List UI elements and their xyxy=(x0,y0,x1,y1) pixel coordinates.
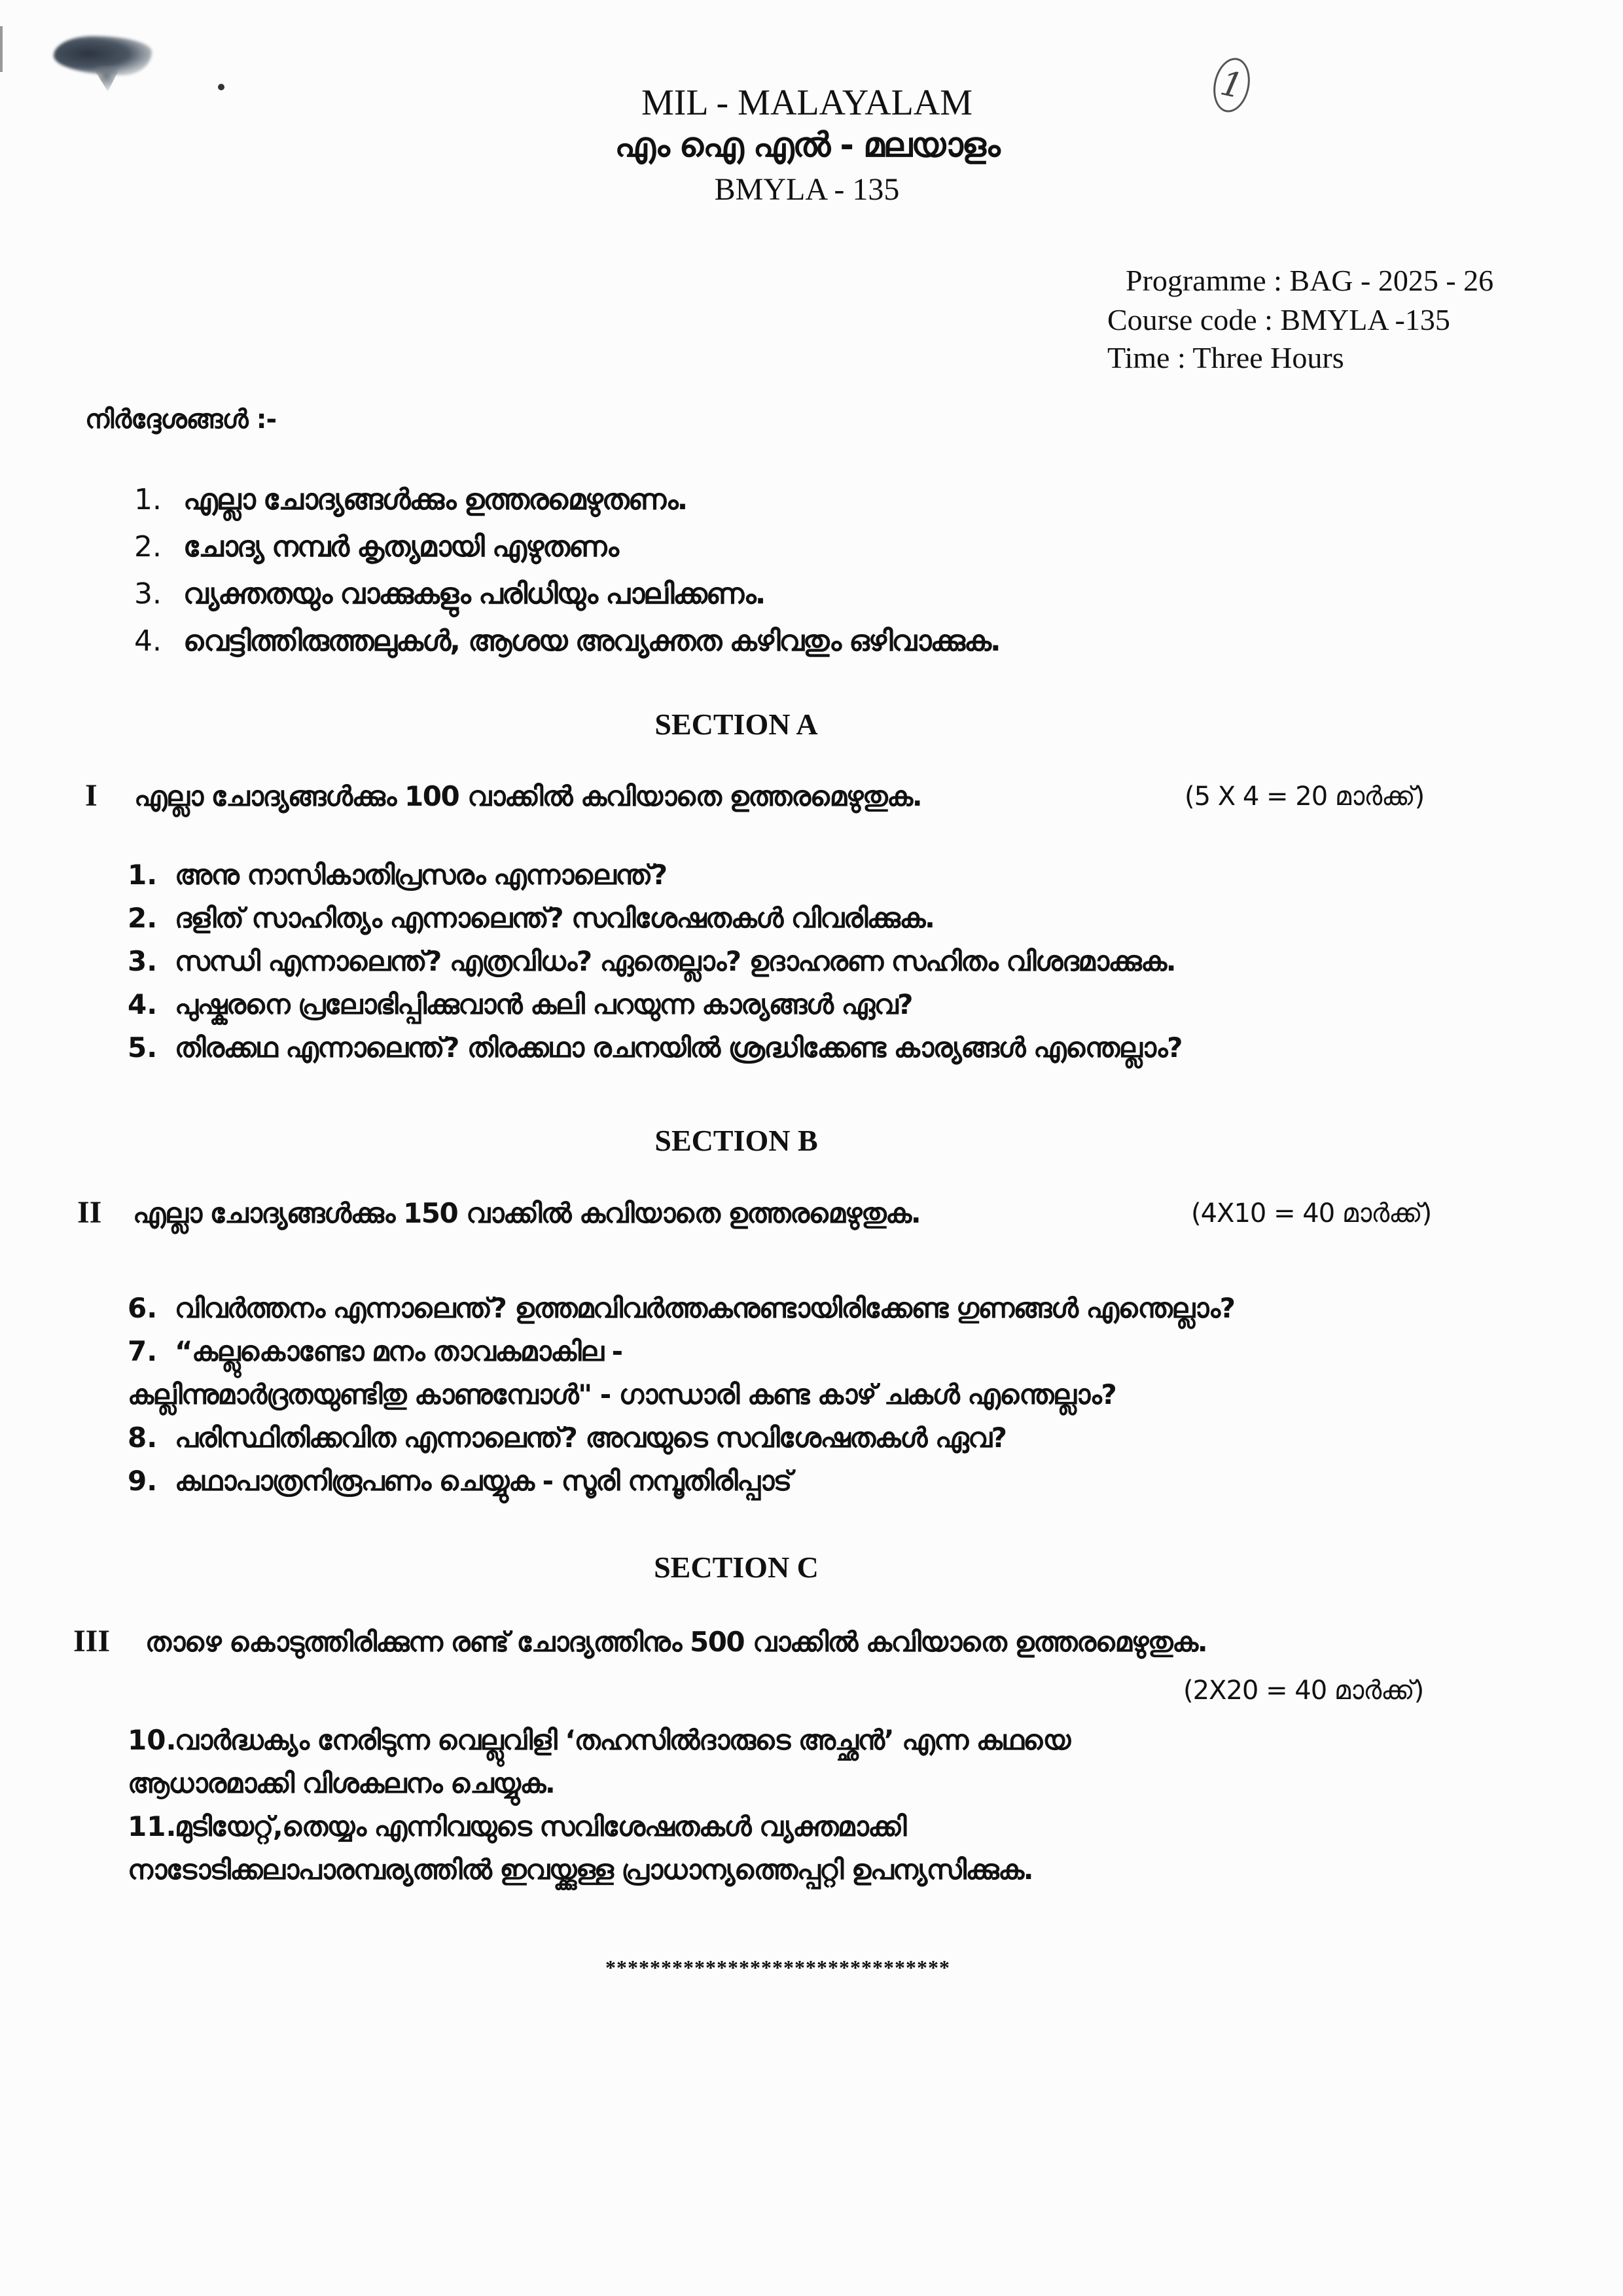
question-text: പരിസ്ഥിതിക്കവിത എന്നാലെന്ത്? അവയുടെ സവിശേഷതകൾ ഏവ? xyxy=(175,1422,1007,1454)
question-text: മുടിയേറ്റ്,തെയ്യം എന്നിവയുടെ സവിശേഷതകൾ വ്യക്തമാക്കി xyxy=(175,1810,906,1842)
section-b-marks: (4X10 = 40 മാർക്ക്) xyxy=(1191,1198,1432,1229)
question-number: 5. xyxy=(128,1031,158,1064)
section-a-heading xyxy=(0,707,1623,742)
section-c-roman-numeral: III xyxy=(73,1624,111,1659)
question-item xyxy=(128,983,1182,1026)
question-item-continuation xyxy=(128,1848,1070,1892)
question-number: 1. xyxy=(128,859,158,891)
title-english xyxy=(0,82,1623,124)
page-number-text: 1 xyxy=(1217,63,1247,107)
question-item xyxy=(128,897,1182,940)
question-number: 7. xyxy=(128,1335,158,1367)
question-item xyxy=(128,1805,1070,1848)
question-item xyxy=(128,1330,1234,1373)
title-english-text: MIL - MALAYALAM xyxy=(641,82,973,123)
section-c-heading-text: SECTION C xyxy=(654,1551,819,1584)
section-a-heading-text: SECTION A xyxy=(654,708,818,741)
question-text: “കല്ലുകൊണ്ടോ മനം താവകമാകില - xyxy=(175,1335,622,1367)
question-text: കല്ലിന്നുമാർദ്രതയുണ്ടിതു കാണുമ്പോൾ" - ഗാന്ധാരി കണ്ട കാഴ് ചകൾ എന്തെല്ലാം? xyxy=(128,1378,1116,1410)
course-code-title-text: BMYLA - 135 xyxy=(714,172,900,207)
question-item-continuation xyxy=(128,1373,1234,1416)
question-number: 6. xyxy=(128,1292,158,1324)
programme-info: Programme : BAG - 2025 - 26 xyxy=(1126,264,1494,297)
question-item xyxy=(128,1026,1182,1069)
instruction-item xyxy=(134,476,1000,524)
section-a-directive-text: എല്ലാ ചോദ്യങ്ങൾക്കും 100 വാക്കിൽ കവിയാതെ ഉത്തരമെഴുതുക. xyxy=(134,780,922,812)
question-item xyxy=(128,1416,1234,1460)
section-b-heading xyxy=(0,1123,1623,1158)
question-text: ആധാരമാക്കി വിശകലനം ചെയ്യുക. xyxy=(128,1767,555,1799)
section-b-directive xyxy=(77,1194,920,1230)
end-of-paper-marker: ******************************* xyxy=(605,1956,950,1979)
instruction-text: വ്യക്തതയും വാക്കുകളും പരിധിയും പാലിക്കണം. xyxy=(183,577,765,611)
question-number: 3. xyxy=(128,945,158,977)
instruction-number: 1. xyxy=(134,483,162,516)
instruction-item xyxy=(134,524,1000,571)
section-a-questions xyxy=(128,853,1182,1069)
instruction-number: 2. xyxy=(134,530,162,564)
section-c-directive xyxy=(73,1623,1207,1659)
section-a-roman-numeral: I xyxy=(85,778,98,813)
instruction-item xyxy=(134,618,1000,665)
title-malayalam-text: എം ഐ എൽ - മലയാളം xyxy=(615,126,999,165)
question-text: സന്ധി എന്നാലെന്ത്? എത്രവിധം? ഏതെല്ലാം? ഉദാഹരണ സഹിതം വിശദമാക്കുക. xyxy=(175,945,1176,977)
section-a-directive xyxy=(85,778,921,814)
question-number: 4. xyxy=(128,988,158,1020)
section-c-questions xyxy=(128,1719,1070,1892)
question-item xyxy=(128,853,1182,897)
instructions-list xyxy=(134,476,1000,665)
question-number: 8. xyxy=(128,1422,158,1454)
section-b-roman-numeral: II xyxy=(77,1195,102,1230)
instruction-item xyxy=(134,571,1000,618)
question-number: 10. xyxy=(128,1724,177,1756)
question-number: 9. xyxy=(128,1465,158,1497)
scan-edge-mark xyxy=(0,26,3,72)
question-text: വാർദ്ധക്യം നേരിടുന്ന വെല്ലുവിളി ‘തഹസിൽദാരുടെ അച്ഛൻ’ എന്ന കഥയെ xyxy=(175,1724,1070,1756)
question-item xyxy=(128,1287,1234,1330)
section-a-marks: (5 X 4 = 20 മാർക്ക്) xyxy=(1185,781,1425,812)
instruction-number: 3. xyxy=(134,577,162,611)
question-item xyxy=(128,1719,1070,1762)
time-info: Time : Three Hours xyxy=(1107,341,1344,374)
question-text: കഥാപാത്രനിരൂപണം ചെയ്യുക - സൂരി നമ്പൂതിരിപ്പാട് xyxy=(175,1465,791,1497)
section-b-directive-text: എല്ലാ ചോദ്യങ്ങൾക്കും 150 വാക്കിൽ കവിയാതെ ഉത്തരമെഴുതുക. xyxy=(133,1197,921,1229)
section-c-directive-text: താഴെ കൊടുത്തിരിക്കുന്ന രണ്ട് ചോദ്യത്തിനും 500 വാക്കിൽ കവിയാതെ ഉത്തരമെഴുതുക. xyxy=(145,1626,1207,1658)
question-item-continuation xyxy=(128,1762,1070,1805)
course-code-title xyxy=(0,171,1623,207)
section-b-questions xyxy=(128,1287,1234,1503)
question-number: 11. xyxy=(128,1810,177,1842)
section-c-marks: (2X20 = 40 മാർക്ക്) xyxy=(1183,1676,1424,1706)
instruction-text: വെട്ടിത്തിരുത്തലുകൾ, ആശയ അവ്യക്തത കഴിവതും ഒഴിവാക്കുക. xyxy=(183,624,1000,658)
question-text: ദളിത് സാഹിത്യം എന്നാലെന്ത്? സവിശേഷതകൾ വിവരിക്കുക. xyxy=(175,902,935,934)
title-malayalam xyxy=(0,126,1623,166)
question-text: പുഷ്കരനെ പ്രലോഭിപ്പിക്കുവാൻ കലി പറയുന്ന കാര്യങ്ങൾ ഏവ? xyxy=(175,988,913,1020)
question-text: വിവർത്തനം എന്നാലെന്ത്? ഉത്തമവിവർത്തകനുണ്ടായിരിക്കേണ്ട ഗുണങ്ങൾ എന്തെല്ലാം? xyxy=(175,1292,1235,1324)
instruction-number: 4. xyxy=(134,624,162,658)
instructions-heading: നിർദ്ദേശങ്ങൾ :- xyxy=(85,404,277,435)
instruction-text: എല്ലാ ചോദ്യങ്ങൾക്കും ഉത്തരമെഴുതണം. xyxy=(183,483,687,516)
question-number: 2. xyxy=(128,902,158,934)
question-item xyxy=(128,1460,1234,1503)
question-text: തിരക്കഥ എന്നാലെന്ത്? തിരക്കഥാ രചനയിൽ ശ്രദ്ധിക്കേണ്ട കാര്യങ്ങൾ എന്തെല്ലാം? xyxy=(175,1031,1182,1064)
question-text: നാടോടിക്കലാപാരമ്പര്യത്തിൽ ഇവയ്ക്കുള്ള പ്രാധാന്യത്തെപ്പറ്റി ഉപന്യസിക്കുക. xyxy=(128,1854,1033,1886)
course-code-info: Course code : BMYLA -135 xyxy=(1107,303,1450,336)
question-item xyxy=(128,940,1182,983)
instruction-text: ചോദ്യ നമ്പർ കൃത്യമായി എഴുതണം xyxy=(183,530,618,564)
question-text: അനു നാസികാതിപ്രസരം എന്നാലെന്ത്? xyxy=(175,859,667,891)
section-b-heading-text: SECTION B xyxy=(654,1124,818,1157)
section-c-heading xyxy=(0,1550,1623,1585)
